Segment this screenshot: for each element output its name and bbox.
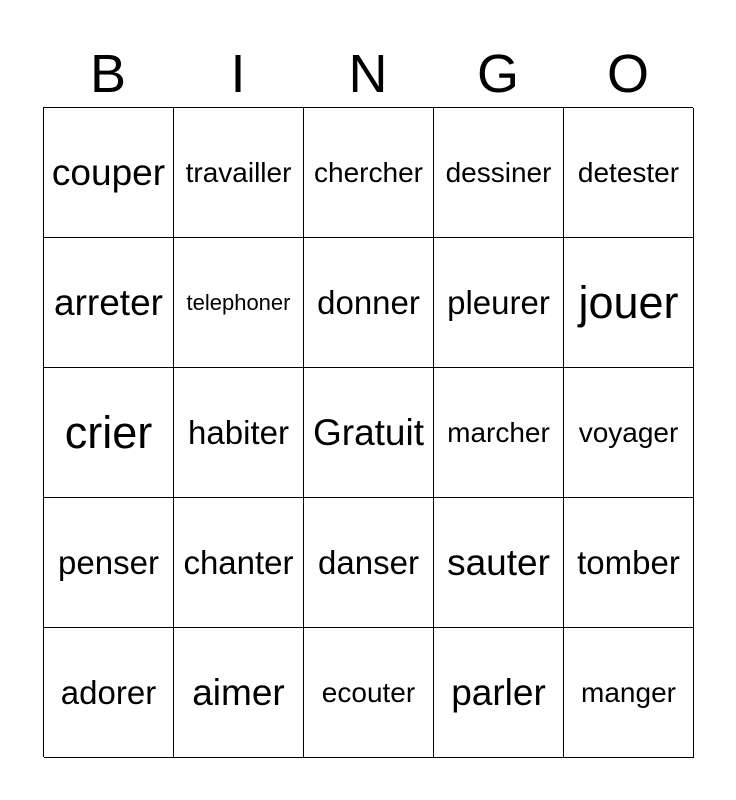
bingo-cell[interactable]: ecouter <box>304 628 434 758</box>
header-letter-g: G <box>476 44 519 104</box>
bingo-header <box>43 40 693 108</box>
bingo-cell[interactable]: chercher <box>304 108 434 238</box>
bingo-cell[interactable]: chanter <box>174 498 304 628</box>
bingo-board <box>43 107 693 757</box>
bingo-cell[interactable]: telephoner <box>174 238 304 368</box>
bingo-cell[interactable]: detester <box>564 108 694 238</box>
header-letter-i: I <box>230 44 246 104</box>
header-letter-n: N <box>348 44 388 104</box>
bingo-cell[interactable]: danser <box>304 498 434 628</box>
free-space-cell[interactable]: Gratuit <box>304 368 434 498</box>
bingo-cell[interactable]: voyager <box>564 368 694 498</box>
bingo-cell[interactable]: dessiner <box>434 108 564 238</box>
bingo-cell[interactable]: penser <box>44 498 174 628</box>
bingo-cell[interactable]: adorer <box>44 628 174 758</box>
bingo-cell[interactable]: jouer <box>564 238 694 368</box>
bingo-cell[interactable]: crier <box>44 368 174 498</box>
bingo-cell[interactable]: travailler <box>174 108 304 238</box>
bingo-cell[interactable]: habiter <box>174 368 304 498</box>
bingo-cell[interactable]: manger <box>564 628 694 758</box>
bingo-cell[interactable]: arreter <box>44 238 174 368</box>
bingo-cell[interactable]: parler <box>434 628 564 758</box>
bingo-cell[interactable]: sauter <box>434 498 564 628</box>
bingo-cell[interactable]: pleurer <box>434 238 564 368</box>
bingo-cell[interactable]: aimer <box>174 628 304 758</box>
bingo-cell[interactable]: tomber <box>564 498 694 628</box>
bingo-cell[interactable]: donner <box>304 238 434 368</box>
header-letter-o: O <box>606 44 649 104</box>
bingo-cell[interactable]: couper <box>44 108 174 238</box>
bingo-cell[interactable]: marcher <box>434 368 564 498</box>
header-letter-b: B <box>89 44 127 104</box>
